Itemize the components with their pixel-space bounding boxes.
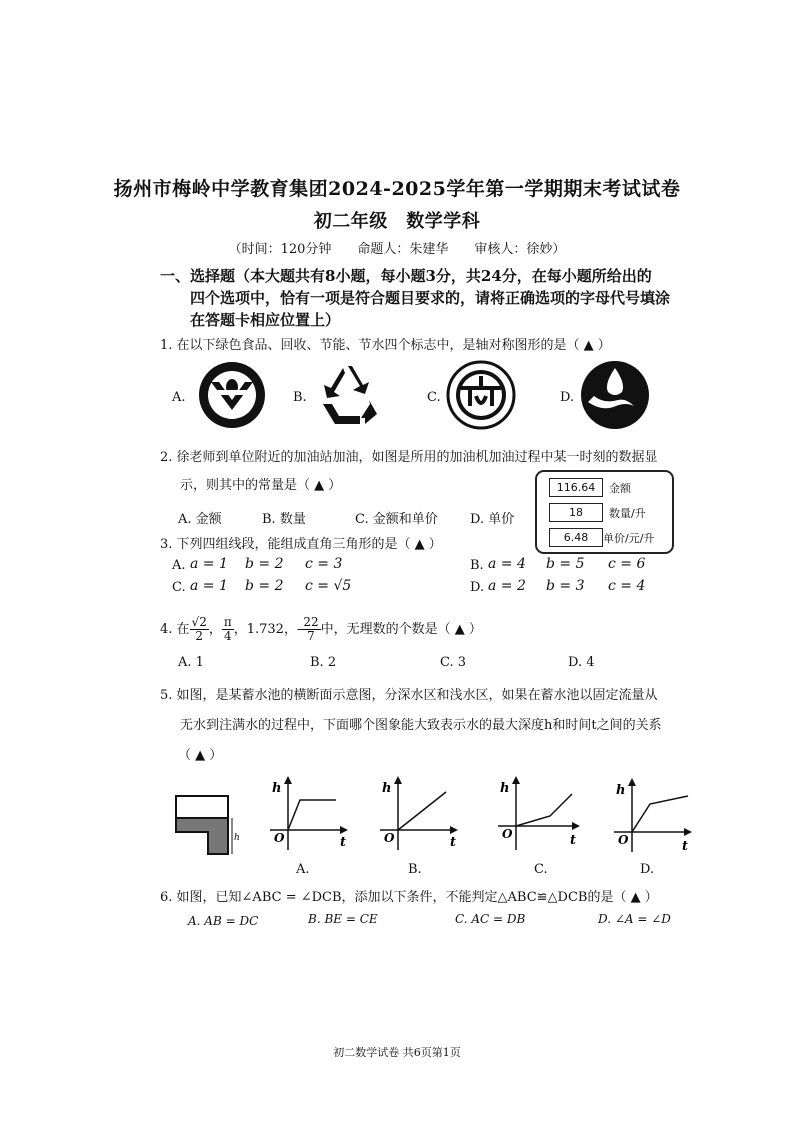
q5-graph-a xyxy=(268,770,354,856)
graph-b-h: h xyxy=(382,781,392,796)
graph-c-h: h xyxy=(500,781,510,796)
green-food-logo-icon xyxy=(197,360,267,430)
pool-depth-label: h xyxy=(234,833,240,843)
q5-option-d: D. xyxy=(640,862,655,877)
q2-text-line2: 示，则其中的常量是（ ▲ ） xyxy=(180,478,342,493)
q3-option-b-a: a = 4 xyxy=(488,556,526,572)
pump-price-value: 6.48 xyxy=(549,528,603,547)
q2-option-b: B. 数量 xyxy=(262,512,306,527)
fuel-pump-display xyxy=(535,470,674,554)
q2-text-line1: 2. 徐老师到单位附近的加油站加油，如图是所用的加油机加油过程中某一时刻的数据显 xyxy=(160,450,658,465)
graph-d-h: h xyxy=(616,783,626,798)
recycle-icon xyxy=(313,360,383,430)
q1-option-d-label: D. xyxy=(560,390,575,405)
section-heading-line3: 在答题卡相应位置上） xyxy=(190,311,341,329)
q1-option-a-label: A. xyxy=(172,390,186,405)
section-heading-line1: 一、选择题（本大题共有8小题，每小题3分，共24分，在每小题所给出的 xyxy=(160,267,652,285)
q5-graph-d xyxy=(612,772,698,858)
q4-frac1-num: √2 xyxy=(191,615,207,629)
q5-graph-c xyxy=(496,770,586,856)
q4-option-b: B. 2 xyxy=(310,655,337,670)
q4-option-c: C. 3 xyxy=(440,655,467,670)
q5-graph-b xyxy=(378,770,464,856)
q4-text: 4. 在 $\frac{√2}{2}$ ， $\frac{\pi}{4}$ ，1.732，- $\frac{22}{7}$ 中，无理数的个数是（ ▲ ） xyxy=(160,615,482,643)
q3-option-a-label: A. xyxy=(172,558,186,573)
pump-amount-value: 116.64 xyxy=(549,478,603,497)
graph-a-origin: O xyxy=(274,831,285,845)
q5-option-c: C. xyxy=(534,862,548,877)
q4-frac1-den: 2 xyxy=(195,629,203,643)
q4-frac2-den: 4 xyxy=(223,629,232,643)
graph-b-t: t xyxy=(450,835,457,850)
exam-meta: （时间：120分钟 命题人：朱建华 审核人：徐妙） xyxy=(228,242,566,257)
q3-option-a-b: b = 2 xyxy=(245,556,284,572)
pump-price-label: 单价/元/升 xyxy=(603,532,655,545)
graph-d-t: t xyxy=(682,839,689,854)
q5-text-line1: 5. 如图，是某蓄水池的横断面示意图，分深水区和浅水区，如果在蓄水池以固定流量从 xyxy=(160,688,658,703)
q5-option-a: A. xyxy=(296,862,310,877)
q4-fraction-22-over-7 xyxy=(301,616,320,643)
q4-suffix: 中，无理数的个数是（ ▲ ） xyxy=(320,622,482,637)
q2-option-d: D. 单价 xyxy=(470,512,515,527)
q3-option-b-b: b = 5 xyxy=(546,556,585,572)
q6-option-d: D. ∠A = ∠D xyxy=(598,912,671,926)
page-footer: 初二数学试卷 共6页第1页 xyxy=(333,1046,461,1059)
graph-a-t: t xyxy=(340,835,347,850)
q5-option-b: B. xyxy=(408,862,422,877)
q3-text: 3. 下列四组线段，能组成直角三角形的是（ ▲ ） xyxy=(160,537,442,552)
pump-amount-label: 金额 xyxy=(609,482,631,495)
graph-d-origin: O xyxy=(618,833,629,847)
q4-frac3-den: 7 xyxy=(307,629,315,643)
q3-option-c-b: b = 2 xyxy=(245,578,284,594)
q3-option-d-label: D. xyxy=(470,580,485,595)
q4-fraction-pi-over-4 xyxy=(222,616,234,643)
q3-option-c-label: C. xyxy=(172,580,186,595)
q5-text-line3: （ ▲ ） xyxy=(178,748,223,763)
q6-text: 6. 如图，已知∠ABC = ∠DCB，添加以下条件，不能判定△ABC≌△DCB的是（ ▲ ） xyxy=(160,890,658,905)
q3-option-d-b: b = 3 xyxy=(546,578,585,594)
q4-prefix: 4. 在 xyxy=(160,622,190,637)
exam-title: 扬州市梅岭中学教育集团2024-2025学年第一学期期末考试试卷 xyxy=(113,178,681,200)
q3-option-b-c: c = 6 xyxy=(608,556,646,572)
q3-option-b-label: B. xyxy=(470,558,484,573)
graph-a-h: h xyxy=(272,781,282,796)
graph-b-origin: O xyxy=(384,831,395,845)
q6-option-c: C. AC = DB xyxy=(455,912,526,926)
q4-frac2-num: π xyxy=(223,615,232,629)
q1-option-c-label: C. xyxy=(427,390,441,405)
q5-text-line2: 无水到注满水的过程中，下面哪个图象能大致表示水的最大深度h和时间t之间的关系 xyxy=(180,718,662,733)
pump-quantity-label: 数量/升 xyxy=(609,507,646,520)
exam-subtitle: 初二年级 数学学科 xyxy=(313,211,481,232)
q4-frac3-num: 22 xyxy=(303,615,319,629)
q3-option-a-c: c = 3 xyxy=(305,556,343,572)
q3-option-a-a: a = 1 xyxy=(190,556,228,572)
q1-text: 1. 在以下绿色食品、回收、节能、节水四个标志中，是轴对称图形的是（ ▲ ） xyxy=(160,338,611,353)
water-saving-logo-icon xyxy=(580,360,650,430)
energy-saving-logo-icon xyxy=(446,360,516,430)
q4-fraction-sqrt2-over-2 xyxy=(190,616,209,643)
q6-option-b: B. BE = CE xyxy=(308,912,378,926)
q3-option-c-a: a = 1 xyxy=(190,578,228,594)
q3-option-d-a: a = 2 xyxy=(488,578,526,594)
q2-option-c: C. 金额和单价 xyxy=(355,512,438,527)
pool-cross-section-diagram xyxy=(172,792,242,864)
q4-option-a: A. 1 xyxy=(178,655,204,670)
q3-option-d-c: c = 4 xyxy=(608,578,646,594)
q2-option-a: A. 金额 xyxy=(178,512,222,527)
q3-option-c-c: c = √5 xyxy=(305,578,352,594)
q4-option-d: D. 4 xyxy=(568,655,595,670)
q1-option-b-label: B. xyxy=(293,390,307,405)
graph-c-origin: O xyxy=(502,827,513,841)
graph-c-t: t xyxy=(570,833,577,848)
q6-option-a: A. AB = DC xyxy=(188,914,259,928)
q4-mid: ，1.732，- xyxy=(233,622,302,637)
section-heading-line2: 四个选项中，恰有一项是符合题目要求的，请将正确选项的字母代号填涂 xyxy=(190,289,671,307)
pump-quantity-value: 18 xyxy=(549,503,603,522)
